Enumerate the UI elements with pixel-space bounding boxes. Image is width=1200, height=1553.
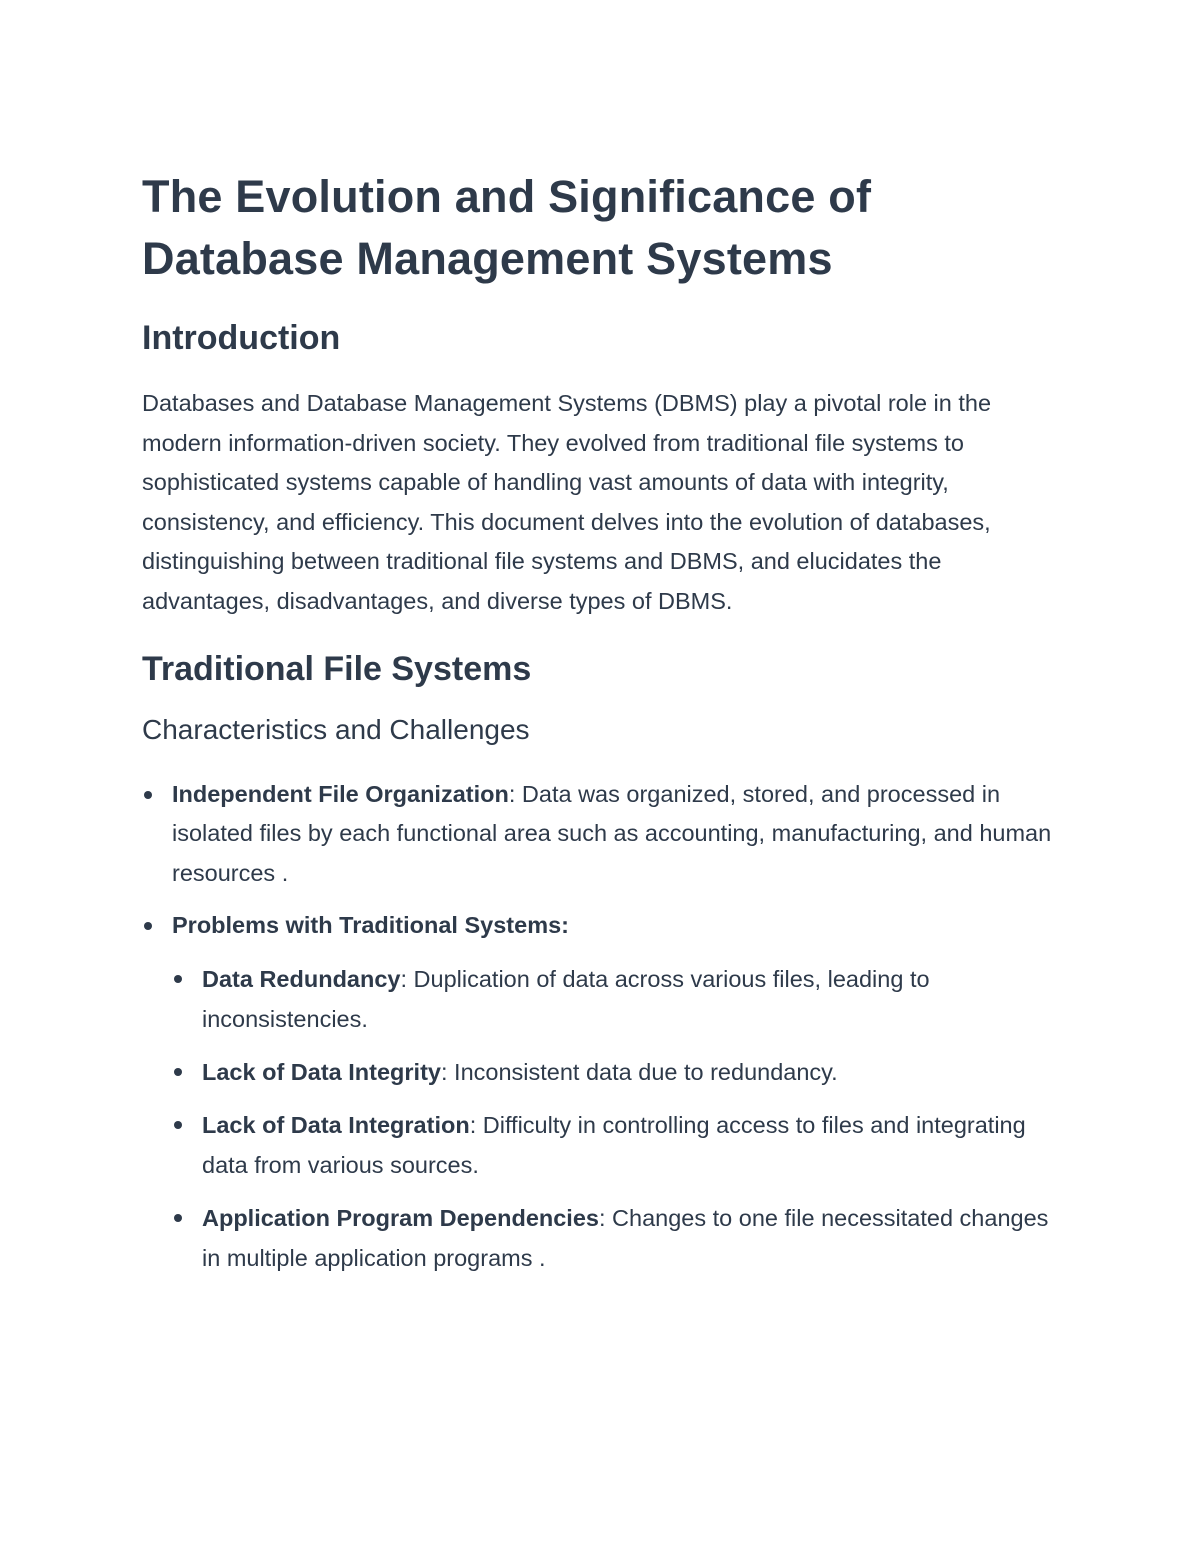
- list-item-text: : Data was organized, stored, and processed in isolated files by each functional area such as accounting, manufacturing, and human resources .: [172, 780, 1052, 886]
- characteristics-subheading: Characteristics and Challenges: [142, 713, 530, 745]
- introduction-heading: Introduction: [142, 319, 341, 357]
- characteristics-list: [142, 775, 1062, 1278]
- sublist-item-text: : Changes to one file necessitated changes in multiple application programs .: [202, 1204, 1049, 1271]
- sublist-item: [172, 959, 1062, 1039]
- bullet-icon: [174, 1121, 182, 1129]
- sublist-item-text: : Duplication of data across various files, leading to inconsistencies.: [202, 965, 930, 1032]
- list-item-text: :: [561, 912, 569, 939]
- bullet-icon: [144, 922, 152, 930]
- bullet-icon: [174, 975, 182, 983]
- sublist-item-term: Lack of Data Integrity: [202, 1058, 441, 1085]
- sublist-item: [172, 1198, 1062, 1278]
- bullet-icon: [174, 1068, 182, 1076]
- list-item: [142, 906, 1062, 1278]
- list-item-term: Independent File Organization: [172, 780, 509, 807]
- sublist-item-text: : Inconsistent data due to redundancy.: [440, 1058, 838, 1085]
- sublist-item: [172, 1105, 1062, 1185]
- title-line-2: Database Management Systems: [142, 233, 833, 284]
- title-line-1: The Evolution and Significance of: [142, 171, 872, 222]
- document-title: [142, 166, 1062, 290]
- sublist-item-term: Data Redundancy: [202, 965, 401, 992]
- sublist-item-term: Application Program Dependencies: [202, 1204, 599, 1231]
- sublist-item-term: Lack of Data Integration: [202, 1111, 470, 1138]
- list-item: [142, 775, 1062, 894]
- traditional-file-systems-heading: Traditional File Systems: [142, 649, 532, 688]
- document-page: [142, 166, 1062, 1291]
- problems-sublist: [172, 959, 1062, 1278]
- introduction-paragraph: Databases and Database Management Systems (DBMS) play a pivotal role in the modern information-driven society. They evolved from traditional file systems to sophisticated systems capable of handling vast amounts of data with integrity, consistency, and efficiency. This document delves into the evolution of databases, distinguishing between traditional file systems and DBMS, and elucidates the advantages, disadvantages, and diverse types of DBMS.: [142, 390, 992, 614]
- sublist-item: [172, 1052, 1062, 1092]
- sublist-item-text: : Difficulty in controlling access to files and integrating data from various sources.: [202, 1111, 1026, 1178]
- list-item-term: Problems with Traditional Systems: [172, 912, 562, 939]
- bullet-icon: [174, 1214, 182, 1222]
- bullet-icon: [144, 791, 152, 799]
